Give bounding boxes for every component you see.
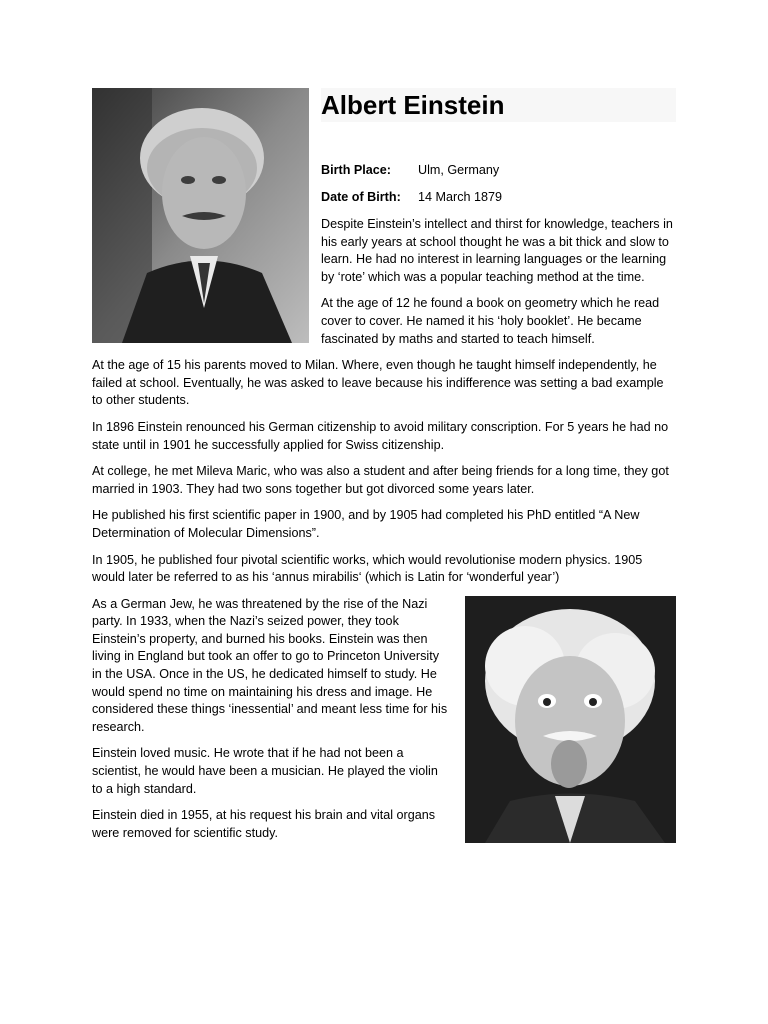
birth-place-label: Birth Place: [321,163,391,177]
portrait-photo-image [92,88,309,343]
page-title: Albert Einstein [321,90,505,120]
paragraph: Einstein loved music. He wrote that if he had not been a scientist, he would have been a musician. He played the violin to a high standard. [92,746,438,796]
paragraph: In 1896 Einstein renounced his German citizenship to avoid military conscription. For 5 years he had no state until in 1901 he successfully applied for Swiss citizenship. [92,419,669,452]
tongue-photo [465,596,676,843]
tongue-photo-image [465,596,676,843]
document-content [92,88,676,851]
portrait-photo [92,88,309,343]
date-of-birth-value: 14 March 1879 [418,190,503,204]
paragraph: Despite Einstein’s intellect and thirst for knowledge, teachers in his early years at school thought he was a bit thick and slow to learn. He had no interest in learning languages or the learning by ‘rote’ which was a popular teaching method at the time. [321,217,673,284]
paragraph: Einstein died in 1955, at his request his brain and vital organs were removed for scientific study. [92,808,436,840]
date-of-birth-label: Date of Birth: [321,190,401,204]
paragraph: At the age of 15 his parents moved to Milan. Where, even though he taught himself independently, he failed at school. Eventually, he was asked to leave because his indifference was setting a bad example to other students. [92,358,664,408]
title-box [321,88,676,122]
paragraph: In 1905, he published four pivotal scientific works, which would revolutionise modern physics. 1905 would later be referred to as his ‘annus mirabilis‘ (which is Latin for ‘wonderful year’) [92,552,643,585]
paragraph: At the age of 12 he found a book on geometry which he read cover to cover. He named it his ‘holy booklet’. He became fascinated by maths and started to teach himself. [321,296,660,346]
birth-place-value: Ulm, Germany [418,163,500,177]
paragraph: At college, he met Mileva Maric, who was also a student and after being friends for a long time, they got married in 1903. They had two sons together but got divorced some years later. [92,464,669,496]
paragraph: He published his first scientific paper in 1900, and by 1905 had completed his PhD entitled “A New Determination of Molecular Dimensions”. [92,508,640,540]
paragraph: As a German Jew, he was threatened by the rise of the Nazi party. In 1933, when the Nazi’s seized power, they took Einstein’s property, and burned his books. Einstein was then living in England but took an offer to go to Princeton University in the USA. Once in the US, he dedicated himself to study. He would spend no time on maintaining his dress and image. He considered these things ‘inessential’ and meant less time for his research. [92,596,448,734]
